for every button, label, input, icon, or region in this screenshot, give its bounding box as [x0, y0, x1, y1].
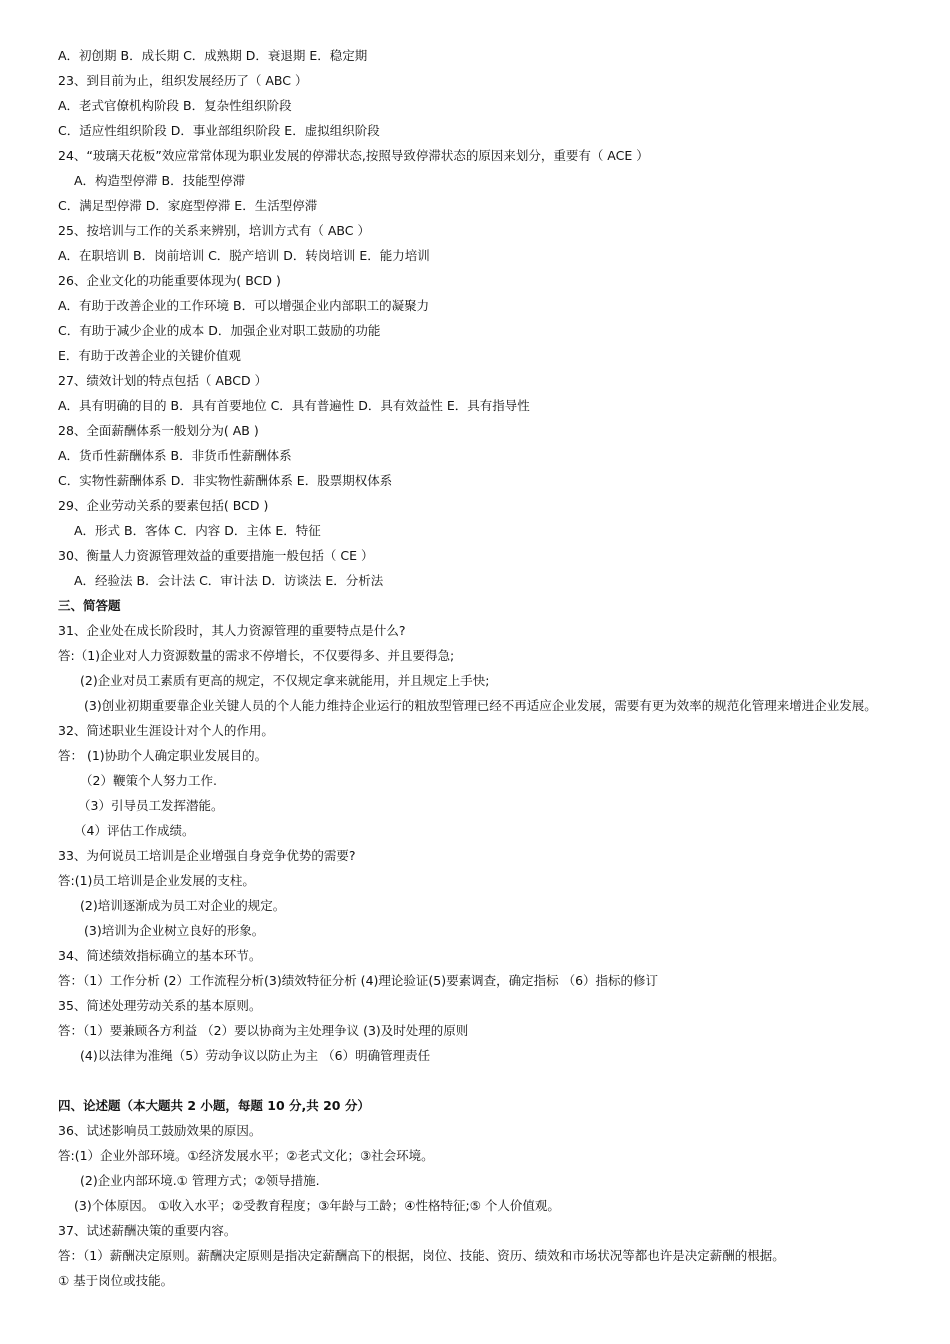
answer-33-2: (2)培训逐渐成为员工对企业的规定。 — [80, 898, 286, 913]
option-line-24b: C．满足型停滞 D．家庭型停滞 E．生活型停滞 — [58, 198, 318, 213]
answer-31-3: (3)创业初期重要靠企业关键人员的个人能力维持企业运行的粗放型管理已经不再适应企业发展，需要有更为效率的规范化管理来增进企业发展。 — [84, 698, 877, 713]
answer-37-1: 答：（1）薪酬决定原则。薪酬决定原则是指决定薪酬高下的根据，岗位、技能、资历、绩效和市场状况等都也许是决定薪酬的根据。 — [58, 1248, 785, 1263]
option-line-28b: C．实物性薪酬体系 D．非实物性薪酬体系 E．股票期权体系 — [58, 473, 393, 488]
question-29: 29、企业劳动关系的要素包括( BCD ) — [58, 498, 269, 513]
answer-32-3: （3）引导员工发挥潜能。 — [78, 798, 224, 813]
question-24: 24、“玻璃天花板”效应常常体现为职业发展的停滞状态,按照导致停滞状态的原因来划分，重要有（ ACE ） — [58, 148, 649, 163]
answer-32-4: （4）评估工作成绩。 — [74, 823, 195, 838]
answer-33-3: (3)培训为企业树立良好的形象。 — [84, 923, 265, 938]
option-line-28a: A．货币性薪酬体系 B．非货币性薪酬体系 — [58, 448, 292, 463]
option-line-29: A．形式 B．客体 C．内容 D．主体 E．特征 — [74, 523, 321, 538]
option-line-26b: C．有助于减少企业的成本 D．加强企业对职工鼓励的功能 — [58, 323, 381, 338]
question-34: 34、简述绩效指标确立的基本环节。 — [58, 948, 262, 963]
option-line-30: A．经验法 B．会计法 C．审计法 D．访谈法 E．分析法 — [74, 573, 384, 588]
option-line-25: A．在职培训 B．岗前培训 C．脱产培训 D．转岗培训 E．能力培训 — [58, 248, 430, 263]
answer-35-2: (4)以法律为准绳（5）劳动争议以防止为主 （6）明确管理责任 — [80, 1048, 431, 1063]
option-line-26a: A．有助于改善企业的工作环境 B．可以增强企业内部职工的凝聚力 — [58, 298, 430, 313]
answer-36-3: (3)个体原因。 ①收入水平；②受教育程度；③年龄与工龄；④性格特征;⑤ 个人价值观。 — [74, 1198, 560, 1213]
answer-36-2: (2)企业内部环境.① 管理方式；②领导措施. — [80, 1173, 320, 1188]
question-32: 32、简述职业生涯设计对个人的作用。 — [58, 723, 274, 738]
answer-35-1: 答：（1）要兼顾各方利益 （2）要以协商为主处理争议 (3)及时处理的原则 — [58, 1023, 469, 1038]
answer-31-2: (2)企业对员工素质有更高的规定，不仅规定拿来就能用，并且规定上手快; — [80, 673, 490, 688]
spacer — [0, 1068, 950, 1093]
option-line-23b: C．适应性组织阶段 D．事业部组织阶段 E．虚拟组织阶段 — [58, 123, 380, 138]
section-heading-4: 四、论述题（本大题共 2 小题，每题 10 分,共 20 分） — [58, 1098, 370, 1113]
option-line-26c: E．有助于改善企业的关键价值观 — [58, 348, 241, 363]
question-33: 33、为何说员工培训是企业增强自身竞争优势的需要? — [58, 848, 356, 863]
answer-31-1: 答:（1)企业对人力资源数量的需求不停增长，不仅要得多、并且要得急; — [58, 648, 455, 663]
question-23: 23、到目前为止，组织发展经历了（ ABC ） — [58, 73, 308, 88]
section-heading-3: 三、简答题 — [58, 598, 121, 613]
question-36: 36、试述影响员工鼓励效果的原因。 — [58, 1123, 262, 1138]
answer-33-1: 答:(1)员工培训是企业发展的支柱。 — [58, 873, 255, 888]
answer-34: 答：（1）工作分析 (2）工作流程分析(3)绩效特征分析 (4)理论验证(5)要素调查，确定指标 （6）指标的修订 — [58, 973, 659, 988]
question-26: 26、企业文化的功能重要体现为( BCD ) — [58, 273, 281, 288]
question-30: 30、衡量人力资源管理效益的重要措施一般包括（ CE ） — [58, 548, 374, 563]
question-27: 27、绩效计划的特点包括（ ABCD ） — [58, 373, 268, 388]
option-line-23a: A．老式官僚机构阶段 B．复杂性组织阶段 — [58, 98, 292, 113]
question-37: 37、试述薪酬决策的重要内容。 — [58, 1223, 237, 1238]
answer-32-2: （2）鞭策个人努力工作. — [80, 773, 217, 788]
question-28: 28、全面薪酬体系一般划分为( AB ) — [58, 423, 259, 438]
answer-37-2: ① 基于岗位或技能。 — [58, 1273, 174, 1288]
answer-36-1: 答:(1）企业外部环境。①经济发展水平；②老式文化；③社会环境。 — [58, 1148, 434, 1163]
document-page — [0, 43, 950, 1293]
answer-32-1: 答： (1)协助个人确定职业发展目的。 — [58, 748, 268, 763]
option-line-24a: A．构造型停滞 B．技能型停滞 — [74, 173, 246, 188]
option-line-22: A．初创期 B．成长期 C．成熟期 D．衰退期 E．稳定期 — [58, 48, 368, 63]
question-31: 31、企业处在成长阶段时，其人力资源管理的重要特点是什么? — [58, 623, 406, 638]
question-35: 35、简述处理劳动关系的基本原则。 — [58, 998, 262, 1013]
option-line-27: A．具有明确的目的 B．具有首要地位 C．具有普遍性 D．具有效益性 E．具有指导性 — [58, 398, 530, 413]
question-25: 25、按培训与工作的关系来辨别，培训方式有（ ABC ） — [58, 223, 370, 238]
